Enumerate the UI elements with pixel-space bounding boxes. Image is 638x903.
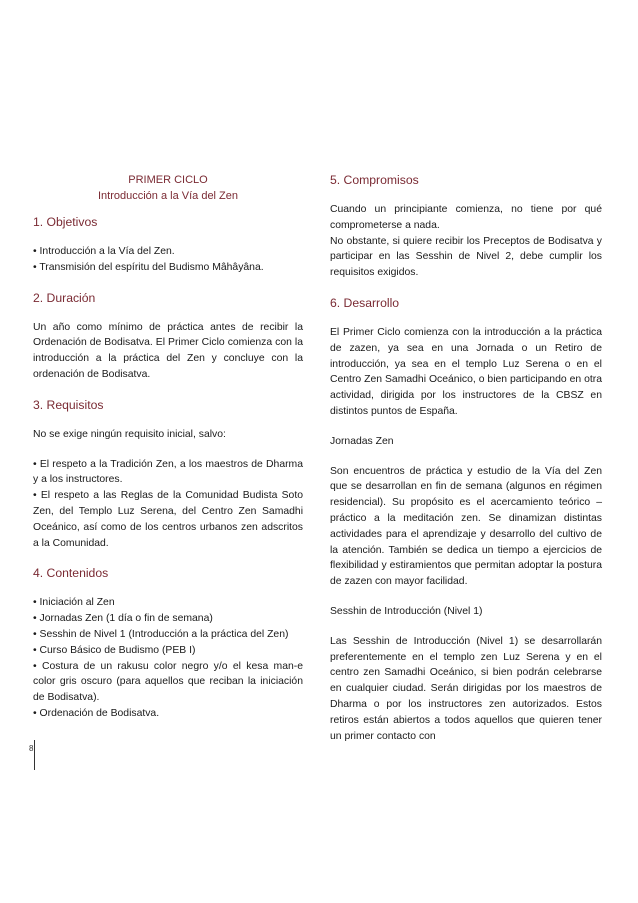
section-heading-requisitos: 3. Requisitos bbox=[33, 397, 104, 412]
list-item: • Sesshin de Nivel 1 (Introducción a la práctica del Zen) bbox=[33, 628, 289, 640]
page-number-rule bbox=[34, 740, 35, 770]
list-item: • Introducción a la Vía del Zen. bbox=[33, 246, 175, 257]
section-heading-contenidos: 4. Contenidos bbox=[33, 566, 109, 581]
list-item: • Iniciación al Zen bbox=[33, 597, 115, 609]
jornadas-paragraph: Son encuentros de práctica y estudio de la Vía del Zen que se desarrollan en fin de semana (algunos en régimen residencial). Su propósito es el acercamiento teórico –práctico a la meditación zen. Se dinamizan distintas actividades para el aprendizaje y desarrollo del cultivo de la atención. También se dedica un tiempo a ejercicios de flexibilidad y estiramientos que permitan adoptar la postura de zazen con mayor facilidad. bbox=[330, 465, 602, 588]
section-heading-desarrollo: 6. Desarrollo bbox=[330, 295, 400, 310]
cycle-subtitle: Introducción a la Vía del Zen bbox=[97, 190, 239, 202]
desarrollo-paragraph: El Primer Ciclo comienza con la introducción a la práctica de zazen, ya sea en una Jornada o un Retiro de introducción, ya sea en el templo Luz Serena o en el Centro Zen Samadhi Oceánico, o bien participando en otra actividad, dirigida por los instructores de la CBSZ en distintos puntos de España. bbox=[330, 326, 602, 417]
requisitos-item: • El respeto a la Tradición Zen, a los maestros de Dharma y a los instructores. bbox=[33, 458, 303, 486]
list-item: • Curso Básico de Budismo (PEB I) bbox=[33, 644, 196, 656]
requisitos-intro: No se exige ningún requisito inicial, salvo: bbox=[33, 428, 226, 440]
objetivos-list bbox=[33, 244, 303, 276]
right-column bbox=[330, 172, 602, 744]
jornadas-label: Jornadas Zen bbox=[330, 435, 394, 447]
section-heading-compromisos: 5. Compromisos bbox=[330, 173, 419, 187]
compromisos-paragraph: Cuando un principiante comienza, no tiene por qué comprometerse a nada. bbox=[330, 204, 602, 231]
section-heading-duracion: 2. Duración bbox=[33, 290, 96, 305]
list-item: • Ordenación de Bodisatva. bbox=[33, 707, 160, 719]
cycle-title: PRIMER CICLO bbox=[128, 174, 208, 186]
section-heading-objetivos: 1. Objetivos bbox=[33, 215, 98, 229]
sesshin-label: Sesshin de Introducción (Nivel 1) bbox=[330, 605, 483, 617]
list-item: • Jornadas Zen (1 día o fin de semana) bbox=[33, 613, 213, 625]
requisitos-item: • El respeto a las Reglas de la Comunidad Budista Soto Zen, del Templo Luz Serena, del Centro Zen Samadhi Oceánico, así como de los centros urbanos zen adscritos a la Comunidad. bbox=[33, 490, 303, 549]
page-number: 8 bbox=[29, 744, 34, 753]
sesshin-paragraph: Las Sesshin de Introducción (Nivel 1) se desarrollarán preferentemente en el templo zen Luz Serena y en el centro zen Samadhi Oceánico, si bien podrán celebrarse en cualquier ciudad. Serán dirigidas por los maestros de Dharma o por los instructores zen autorizados. Estos retiros están abiertos a todos aquellos que quieren tener un primer contacto con bbox=[330, 635, 602, 742]
duracion-paragraph: Un año como mínimo de práctica antes de recibir la Ordenación de Bodisatva. El Primer Ciclo comienza con la introducción a la práctica del Zen y concluye con la ordenación de Bodisatva. bbox=[33, 321, 303, 380]
list-item: • Transmisión del espíritu del Budismo Mâhâyâna. bbox=[33, 261, 264, 273]
left-column bbox=[33, 172, 303, 722]
list-item: • Costura de un rakusu color negro y/o el kesa man-e color gris oscuro (para aquellos que reciban la iniciación de Bodisatva). bbox=[33, 660, 303, 704]
contenidos-list bbox=[33, 595, 303, 721]
compromisos-paragraph: No obstante, si quiere recibir los Preceptos de Bodisatva y participar en las Sesshin de Nivel 2, debe cumplir los requisitos exigidos. bbox=[330, 235, 602, 279]
